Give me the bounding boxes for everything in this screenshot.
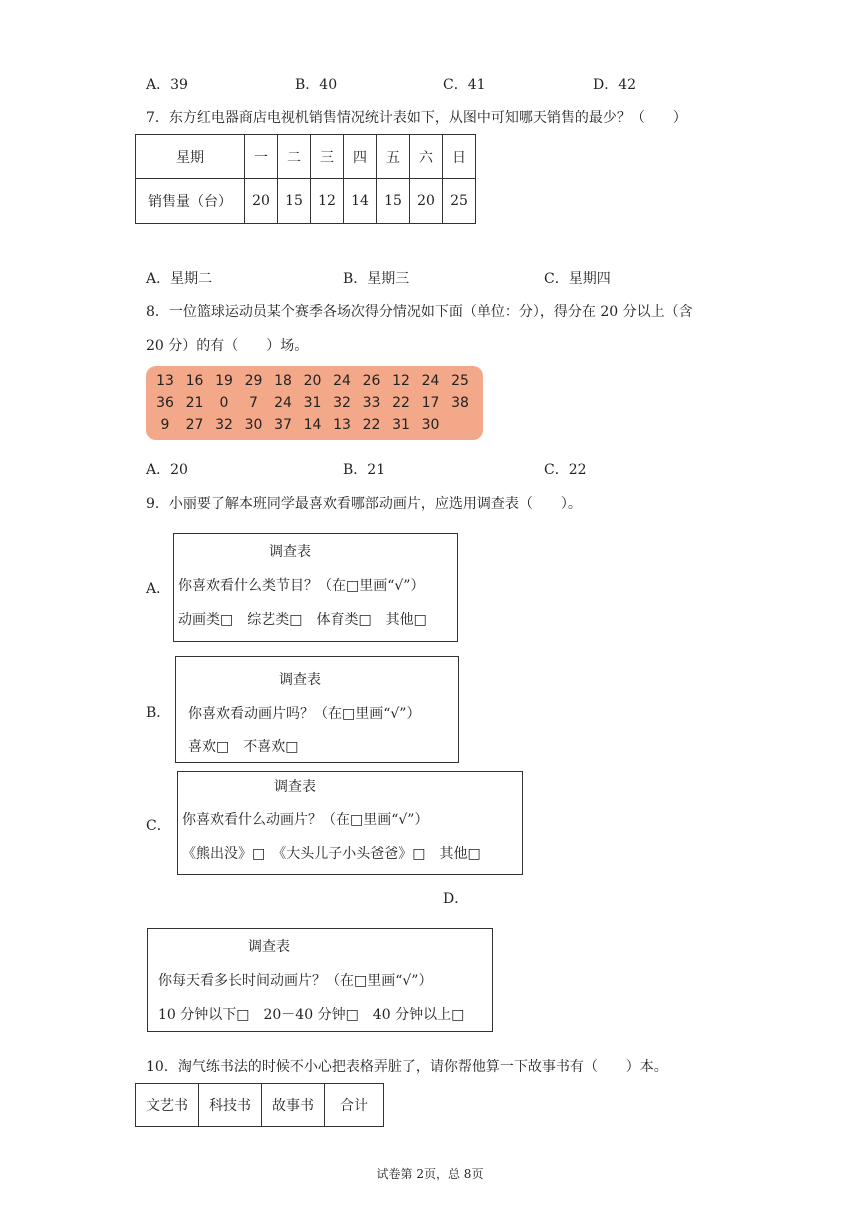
score-value: 22: [362, 417, 381, 433]
score-value: 24: [333, 373, 351, 389]
table-cell: 星期: [136, 135, 245, 179]
table-cell: 25: [443, 179, 476, 224]
survey-table-d: [147, 928, 493, 1032]
q6-option-a[interactable]: A．39: [146, 77, 188, 93]
survey-table-b: [175, 656, 459, 763]
q8-option-c[interactable]: C．22: [544, 462, 587, 478]
survey-choices: 10 分钟以下□ 20－40 分钟□ 40 分钟以上□: [158, 1007, 465, 1023]
score-value: 21: [185, 395, 204, 411]
q7-option-c[interactable]: C．星期四: [544, 271, 611, 287]
table-cell: 14: [344, 179, 377, 224]
score-value: 32: [215, 417, 233, 433]
table-cell: 五: [377, 135, 410, 179]
q7-question: 7．东方红电器商店电视机销售情况统计表如下，从图中可知哪天销售的最少？（ ）: [146, 110, 687, 126]
score-value: 30: [244, 417, 263, 433]
q6-option-b[interactable]: B．40: [295, 77, 338, 93]
table-cell: 销售量（台）: [136, 179, 245, 224]
score-value: 20: [303, 373, 322, 389]
score-value: 37: [274, 417, 292, 433]
score-value: 24: [274, 395, 292, 411]
table-cell: 科技书: [199, 1084, 262, 1127]
table-cell: 故事书: [262, 1084, 325, 1127]
q8-question-line2: 20 分）的有（ ）场。: [146, 338, 309, 354]
score-value: 32: [333, 395, 351, 411]
score-value: 27: [185, 417, 204, 433]
q7-sales-table: [135, 134, 476, 224]
score-value: 26: [362, 373, 381, 389]
q8-question-line1: 8．一位篮球运动员某个赛季各场次得分情况如下面（单位：分），得分在 20 分以上（含: [146, 304, 693, 320]
score-value: 7: [249, 395, 258, 411]
score-value: 29: [244, 373, 263, 389]
survey-question: 你喜欢看动画片吗？（在□里画“√”）: [188, 706, 421, 722]
table-cell: 20: [245, 179, 278, 224]
score-value: 17: [421, 395, 440, 411]
score-value: 13: [156, 373, 174, 389]
survey-question: 你每天看多长时间动画片？（在□里画“√”）: [158, 973, 433, 989]
page-footer: 试卷第 2页，总 8页: [376, 1167, 484, 1181]
score-value: 0: [219, 395, 229, 411]
score-value: 18: [274, 373, 292, 389]
survey-title: 调查表: [248, 939, 290, 955]
q7-option-b[interactable]: B．星期三: [343, 271, 410, 287]
table-cell: 20: [410, 179, 443, 224]
q6-option-d[interactable]: D．42: [593, 77, 637, 93]
score-value: 19: [215, 373, 233, 389]
score-value: 22: [392, 395, 410, 411]
q6-option-c[interactable]: C．41: [443, 77, 486, 93]
score-value: 33: [362, 395, 381, 411]
survey-title: 调查表: [279, 672, 321, 688]
score-value: 30: [421, 417, 440, 433]
score-value: 38: [451, 395, 469, 411]
score-value: 24: [421, 373, 440, 389]
q8-option-b[interactable]: B．21: [343, 462, 386, 478]
q10-book-table: [135, 1083, 384, 1127]
table-cell: 四: [344, 135, 377, 179]
q9-option-a-label[interactable]: A．: [146, 581, 171, 597]
survey-choices: 动画类□ 综艺类□ 体育类□ 其他□: [178, 612, 427, 628]
q9-option-c-label[interactable]: C．: [146, 818, 171, 834]
table-cell: 三: [311, 135, 344, 179]
table-cell: 日: [443, 135, 476, 179]
score-value: 9: [160, 417, 170, 433]
survey-title: 调查表: [274, 779, 316, 795]
score-value: 12: [392, 373, 410, 389]
score-value: 13: [333, 417, 351, 433]
score-value: 31: [303, 395, 322, 411]
table-cell: 文艺书: [136, 1084, 199, 1127]
survey-choices: 喜欢□ 不喜欢□: [188, 739, 299, 755]
q10-question: 10．淘气练书法的时候不小心把表格弄脏了，请你帮他算一下故事书有（ ）本。: [146, 1059, 668, 1075]
table-cell: 一: [245, 135, 278, 179]
score-value: 16: [185, 373, 204, 389]
table-cell: 合计: [325, 1084, 384, 1127]
q8-score-panel: [146, 366, 483, 440]
q8-option-a[interactable]: A．20: [146, 462, 188, 478]
score-value: 36: [156, 395, 174, 411]
score-value: 31: [392, 417, 410, 433]
score-value: 25: [451, 373, 469, 389]
q9-option-d-label[interactable]: D．: [443, 891, 469, 907]
survey-question: 你喜欢看什么类节目？（在□里画“√”）: [178, 578, 425, 594]
table-cell: 15: [278, 179, 311, 224]
table-cell: 二: [278, 135, 311, 179]
score-value: 14: [303, 417, 322, 433]
survey-table-c: [177, 771, 523, 875]
table-cell: 12: [311, 179, 344, 224]
q7-option-a[interactable]: A．星期二: [146, 271, 213, 287]
survey-choices: 《熊出没》□ 《大头儿子小头爸爸》□ 其他□: [182, 846, 481, 862]
q9-option-b-label[interactable]: B．: [146, 705, 171, 721]
table-cell: 六: [410, 135, 443, 179]
table-cell: 15: [377, 179, 410, 224]
q9-question: 9．小丽要了解本班同学最喜欢看哪部动画片，应选用调查表（ ）。: [146, 496, 582, 512]
survey-question: 你喜欢看什么动画片？（在□里画“√”）: [182, 812, 429, 828]
survey-title: 调查表: [269, 544, 311, 560]
survey-table-a: [173, 533, 458, 642]
